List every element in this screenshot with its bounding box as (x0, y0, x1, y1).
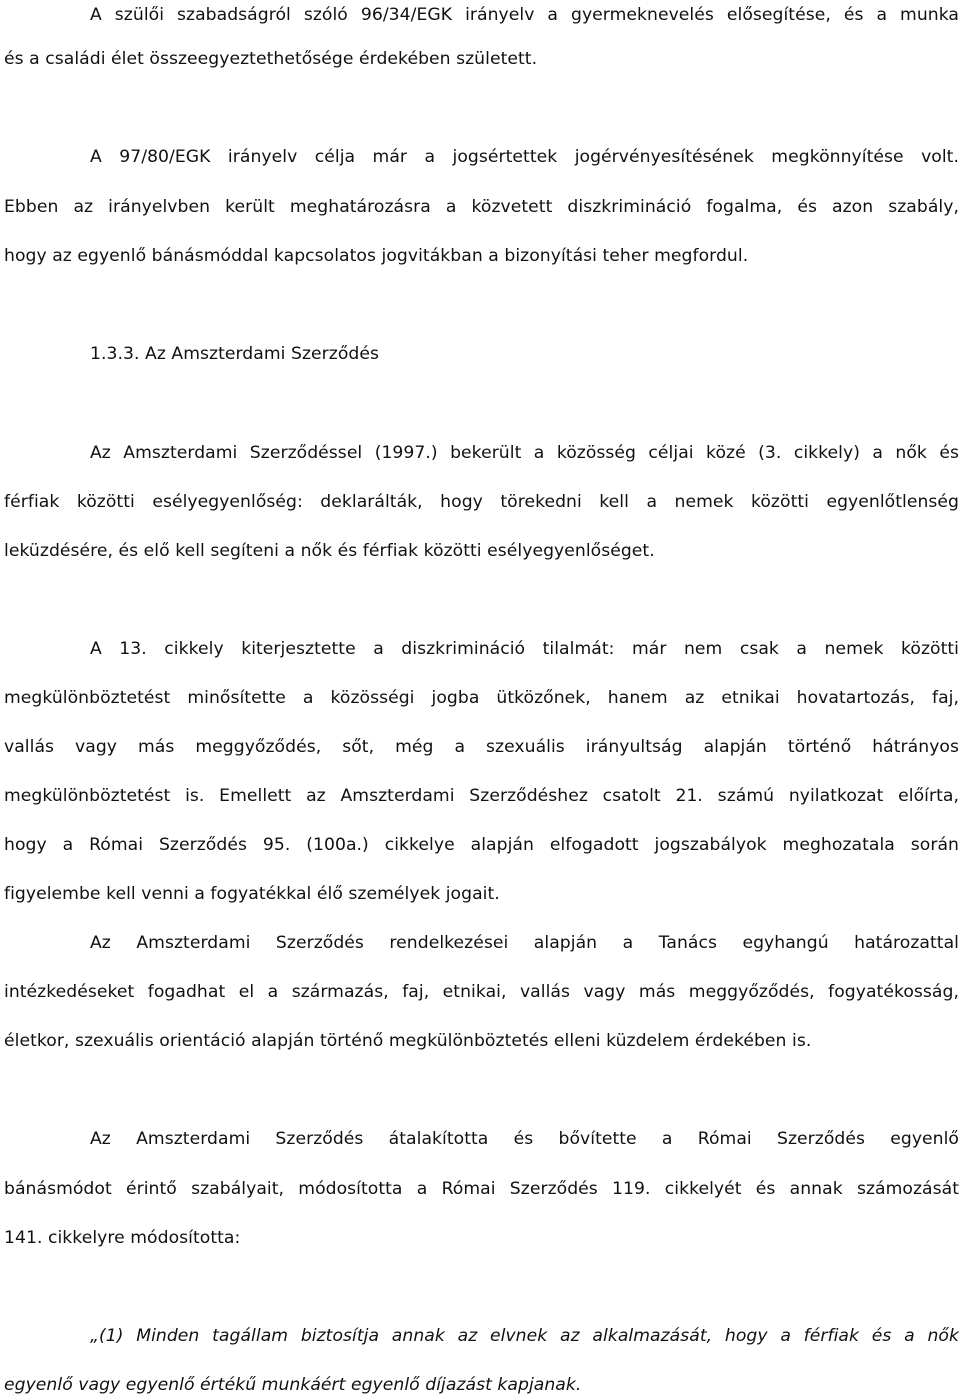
quote-line-2: egyenlő vagy egyenlő értékű munkáért egyenlő díjazást kapjanak. (4, 1375, 582, 1395)
paragraph-3-line-3: leküzdésére, és elő kell segíteni a nők és férfiak közötti esélyegyenlőséget. (4, 541, 655, 561)
paragraph-2-line-1: A 97/80/EGK irányelv célja már a jogsértettek jogérvényesítésének megkönnyítése volt. (90, 147, 959, 167)
paragraph-4-line-2: megkülönböztetést minősítette a közösségi jogba ütközőnek, hanem az etnikai hovatartozás, faj, (4, 688, 959, 708)
paragraph-6-line-2: bánásmódot érintő szabályait, módosította a Római Szerződés 119. cikkelyét és annak számozását (4, 1179, 959, 1199)
quote-line-1: „(1) Minden tagállam biztosítja annak az elvnek az alkalmazását, hogy a férfiak és a nők (90, 1326, 959, 1346)
paragraph-4-line-3: vallás vagy más meggyőződés, sőt, még a szexuális irányultság alapján történő hátrányos (4, 737, 959, 757)
paragraph-1-line-2: és a családi élet összeegyeztethetősége érdekében született. (4, 49, 538, 69)
paragraph-3-line-2: férfiak közötti esélyegyenlőség: deklarálták, hogy törekedni kell a nemek közötti egyenlőtlenség (4, 492, 959, 512)
paragraph-6-line-3: 141. cikkelyre módosította: (4, 1228, 241, 1248)
paragraph-4-line-4: megkülönböztetést is. Emellett az Amszterdami Szerződéshez csatolt 21. számú nyilatkozat előírta, (4, 786, 959, 806)
paragraph-5-line-1: Az Amszterdami Szerződés rendelkezései alapján a Tanács egyhangú határozattal (90, 933, 959, 953)
paragraph-4-line-5: hogy a Római Szerződés 95. (100a.) cikkelye alapján elfogadott jogszabályok meghozatala során (4, 835, 959, 855)
paragraph-4-line-1: A 13. cikkely kiterjesztette a diszkrimináció tilalmát: már nem csak a nemek közötti (90, 639, 959, 659)
paragraph-2-line-3: hogy az egyenlő bánásmóddal kapcsolatos jogvitákban a bizonyítási teher megfordul. (4, 246, 749, 266)
paragraph-3-line-1: Az Amszterdami Szerződéssel (1997.) bekerült a közösség céljai közé (3. cikkely) a nők és (90, 443, 959, 463)
paragraph-1-line-1: A szülői szabadságról szóló 96/34/EGK irányelv a gyermeknevelés elősegítése, és a munka (90, 5, 959, 25)
paragraph-5-line-2: intézkedéseket fogadhat el a származás, faj, etnikai, vallás vagy más meggyőződés, fogyatékosság, (4, 982, 959, 1002)
paragraph-2-line-2: Ebben az irányelvben került meghatározásra a közvetett diszkrimináció fogalma, és azon szabály, (4, 197, 959, 217)
section-heading: 1.3.3. Az Amszterdami Szerződés (90, 344, 379, 364)
paragraph-5-line-3: életkor, szexuális orientáció alapján történő megkülönböztetés elleni küzdelem érdekében is. (4, 1031, 812, 1051)
paragraph-4-line-6: figyelembe kell venni a fogyatékkal élő személyek jogait. (4, 884, 500, 904)
paragraph-6-line-1: Az Amszterdami Szerződés átalakította és bővítette a Római Szerződés egyenlő (90, 1129, 959, 1149)
